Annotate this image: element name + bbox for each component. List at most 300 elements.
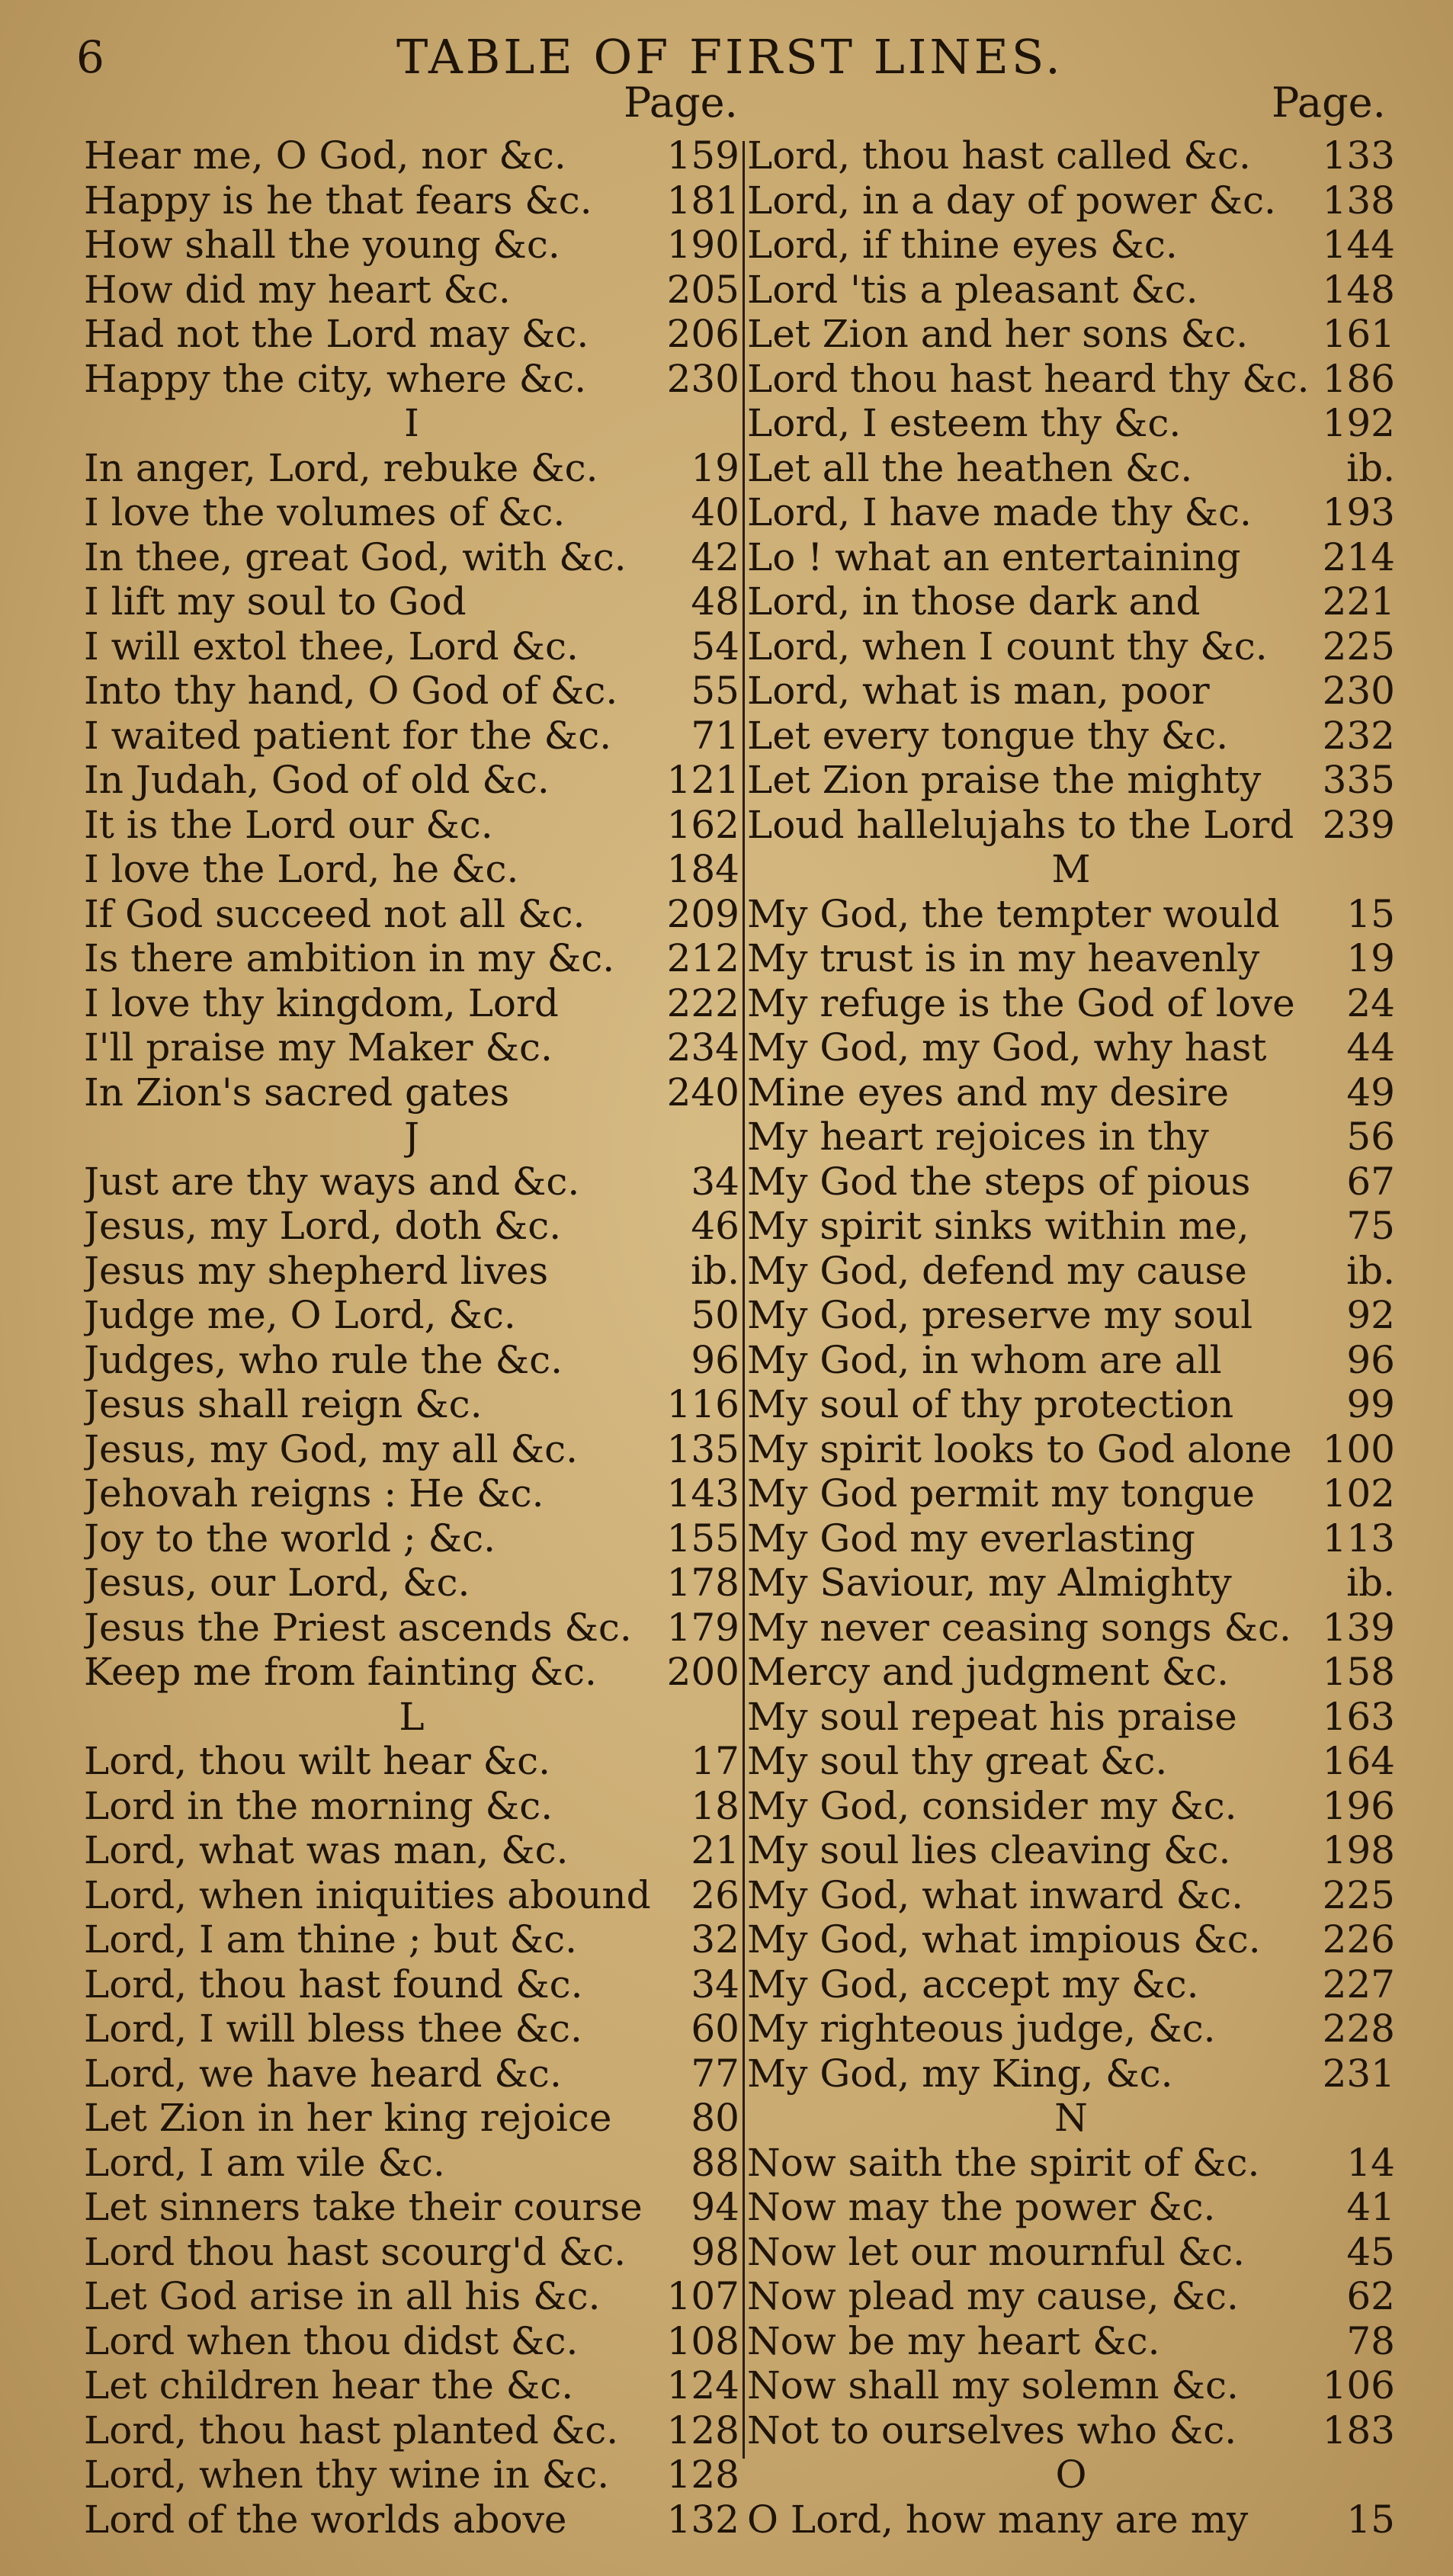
index-entry (747, 2185, 1395, 2230)
page-reference: 34 (691, 1159, 739, 1204)
page-reference: 193 (1322, 490, 1395, 534)
page-reference: 54 (691, 624, 739, 669)
index-entry (84, 223, 739, 268)
section-letter-text: L (399, 1694, 425, 1739)
page-reference: 184 (666, 847, 739, 891)
page-reference: 232 (1322, 713, 1395, 758)
page-reference: 228 (1322, 2007, 1395, 2051)
page-reference: 50 (691, 1293, 739, 1337)
page-reference: ib. (1346, 1248, 1395, 1293)
index-entry (747, 1962, 1395, 2007)
index-entry (747, 579, 1395, 624)
index-entry (84, 490, 739, 535)
index-entry (747, 669, 1395, 714)
page-reference: 26 (691, 1872, 739, 1917)
section-letter-text: J (403, 1115, 420, 1159)
index-entry (747, 1606, 1395, 1651)
index-entry (84, 714, 739, 759)
index-entry (747, 981, 1395, 1026)
index-entry (747, 2274, 1395, 2319)
index-entry (747, 1204, 1395, 1249)
first-line-text: How did my heart &c. (84, 267, 511, 312)
index-entry (84, 178, 739, 223)
first-line-text: Lord thou hast heard thy &c. (747, 356, 1310, 401)
page-reference: 46 (691, 1204, 739, 1248)
page-reference: 19 (1346, 936, 1395, 980)
index-entry (747, 446, 1395, 491)
page-reference: 32 (691, 1917, 739, 1962)
index-entry (747, 223, 1395, 268)
page-reference: 96 (691, 1337, 739, 1382)
section-letter (84, 1695, 739, 1740)
page-reference: 48 (691, 579, 739, 624)
page-reference: 116 (666, 1382, 739, 1426)
first-line-text: Let children hear the &c. (84, 2363, 574, 2408)
page-reference: 139 (1322, 1605, 1395, 1650)
first-line-text: Not to ourselves who &c. (747, 2408, 1237, 2452)
first-line-text: Judges, who rule the &c. (84, 1337, 563, 1382)
first-line-text: Happy is he that fears &c. (84, 178, 592, 223)
page-reference: 45 (1346, 2229, 1395, 2274)
first-line-text: I'll praise my Maker &c. (84, 1025, 553, 1070)
page-reference: 143 (666, 1471, 739, 1516)
first-line-text: How shall the young &c. (84, 223, 560, 267)
first-line-text: My spirit sinks within me, (747, 1204, 1249, 1248)
first-line-text: Lord, thou hast found &c. (84, 1962, 583, 2007)
index-entry (84, 2363, 739, 2408)
index-entry (747, 1427, 1395, 1472)
first-line-text: My God, my King, &c. (747, 2051, 1173, 2096)
page-reference: 77 (691, 2051, 739, 2096)
index-entry (747, 401, 1395, 446)
index-entry (747, 312, 1395, 357)
page-reference: 225 (1322, 624, 1395, 669)
page-reference: 196 (1322, 1783, 1395, 1828)
first-line-text: If God succeed not all &c. (84, 891, 585, 936)
first-line-text: My trust is in my heavenly (747, 936, 1260, 980)
page-reference: 56 (1346, 1115, 1395, 1159)
first-line-text: Lord, thou hast planted &c. (84, 2408, 619, 2452)
page-reference: ib. (691, 1248, 739, 1293)
index-entry (747, 1249, 1395, 1294)
page-reference: 55 (691, 669, 739, 713)
first-line-text: Lo ! what an entertaining (747, 534, 1241, 579)
first-line-text: Lord, when iniquities abound (84, 1872, 651, 1917)
first-line-text: Lord, what was man, &c. (84, 1828, 569, 1872)
first-line-text: Lord 'tis a pleasant &c. (747, 267, 1198, 312)
page-reference: 40 (691, 490, 739, 534)
index-entry (747, 357, 1395, 402)
page-reference: 75 (1346, 1204, 1395, 1248)
page-reference: 335 (1322, 758, 1395, 802)
first-line-text: My righteous judge, &c. (747, 2007, 1216, 2051)
index-entry (747, 1025, 1395, 1070)
first-line-text: Keep me from fainting &c. (84, 1650, 597, 1694)
page-reference: ib. (1346, 445, 1395, 490)
index-entry (84, 624, 739, 669)
page-reference: 128 (666, 2408, 739, 2452)
page-reference: 15 (1346, 891, 1395, 936)
page-reference: 186 (1322, 356, 1395, 401)
first-line-text: Jehovah reigns : He &c. (84, 1471, 544, 1516)
first-line-text: I lift my soul to God (84, 579, 467, 624)
index-entry (84, 936, 739, 981)
page-reference: 209 (666, 891, 739, 936)
page-reference: ib. (1346, 1561, 1395, 1605)
page-reference: 113 (1322, 1516, 1395, 1561)
first-line-text: Had not the Lord may &c. (84, 312, 589, 356)
first-line-text: Lord thou hast scourg'd &c. (84, 2229, 627, 2274)
page-reference: 96 (1346, 1337, 1395, 1382)
first-line-text: Let God arise in all his &c. (84, 2274, 601, 2318)
page-reference: 179 (666, 1605, 739, 1650)
section-letter-text: O (1055, 2452, 1087, 2497)
index-entry (84, 1650, 739, 1695)
index-entry (747, 758, 1395, 803)
index-entry (747, 2007, 1395, 2051)
index-entry (84, 1828, 739, 1873)
right-column-index (747, 133, 1395, 2542)
index-entry (747, 2408, 1395, 2453)
index-entry (84, 1204, 739, 1249)
first-line-text: My God my everlasting (747, 1516, 1195, 1561)
first-line-text: Jesus, my Lord, doth &c. (84, 1204, 562, 1248)
index-entry (747, 2497, 1395, 2542)
page-reference: 221 (1322, 579, 1395, 624)
index-entry (84, 1427, 739, 1472)
page-reference: 231 (1322, 2051, 1395, 2096)
left-column-index (84, 133, 739, 2542)
page-reference: 41 (1346, 2185, 1395, 2229)
index-entry (747, 1471, 1395, 1516)
index-entry (84, 268, 739, 313)
section-letter (747, 847, 1395, 892)
first-line-text: Just are thy ways and &c. (84, 1159, 580, 1204)
first-line-text: Jesus shall reign &c. (84, 1382, 483, 1426)
page-reference: 121 (666, 758, 739, 802)
left-column-page-label: Page. (624, 79, 738, 127)
first-line-text: My soul lies cleaving &c. (747, 1828, 1231, 1872)
first-line-text: O Lord, how many are my (747, 2497, 1249, 2542)
index-entry (84, 669, 739, 714)
index-entry (747, 1828, 1395, 1873)
first-line-text: Lord, when thy wine in &c. (84, 2452, 610, 2497)
section-letter (84, 1115, 739, 1160)
first-line-text: Now shall my solemn &c. (747, 2363, 1239, 2408)
first-line-text: Let Zion and her sons &c. (747, 312, 1249, 356)
first-line-text: My soul of thy protection (747, 1382, 1234, 1426)
first-line-text: My refuge is the God of love (747, 980, 1295, 1025)
page-title: TABLE OF FIRST LINES. (396, 29, 1063, 85)
index-entry (84, 2185, 739, 2230)
index-entry (747, 1382, 1395, 1427)
first-line-text: Jesus the Priest ascends &c. (84, 1605, 632, 1650)
page-reference: 92 (1346, 1293, 1395, 1337)
first-line-text: Jesus, our Lord, &c. (84, 1561, 470, 1605)
page-reference: 18 (691, 1783, 739, 1828)
page-reference: 98 (691, 2229, 739, 2274)
section-letter (84, 401, 739, 446)
page-reference: 107 (666, 2274, 739, 2318)
index-entry (747, 1338, 1395, 1383)
page-reference: 132 (666, 2497, 739, 2542)
first-line-text: I love the volumes of &c. (84, 490, 566, 534)
index-entry (84, 1784, 739, 1829)
index-entry (747, 1070, 1395, 1115)
index-entry (84, 1739, 739, 1784)
page-reference: 108 (666, 2318, 739, 2363)
index-entry (84, 2274, 739, 2319)
index-entry (747, 1293, 1395, 1338)
page-reference: 206 (666, 312, 739, 356)
index-entry (747, 535, 1395, 580)
page-reference: 124 (666, 2363, 739, 2408)
page-reference: 148 (1322, 267, 1395, 312)
index-entry (84, 2497, 739, 2542)
section-letter (747, 2452, 1395, 2497)
first-line-text: Hear me, O God, nor &c. (84, 133, 566, 178)
index-entry (747, 2051, 1395, 2096)
first-line-text: My God, the tempter would (747, 891, 1280, 936)
section-letter (747, 2096, 1395, 2141)
page-reference: 133 (1322, 133, 1395, 178)
first-line-text: Mercy and judgment &c. (747, 1650, 1230, 1694)
first-line-text: Into thy hand, O God of &c. (84, 669, 618, 713)
first-line-text: I love thy kingdom, Lord (84, 980, 559, 1025)
page-reference: 71 (691, 713, 739, 758)
first-line-text: Lord of the worlds above (84, 2497, 567, 2542)
index-entry (84, 535, 739, 580)
page-reference: 234 (666, 1025, 739, 1070)
page-reference: 34 (691, 1962, 739, 2007)
page-reference: 102 (1322, 1471, 1395, 1516)
index-entry (747, 1160, 1395, 1205)
page-reference: 205 (666, 267, 739, 312)
first-line-text: My God, in whom are all (747, 1337, 1222, 1382)
index-entry (747, 1650, 1395, 1695)
page-reference: 161 (1322, 312, 1395, 356)
first-line-text: My soul thy great &c. (747, 1739, 1168, 1783)
first-line-text: My God, what inward &c. (747, 1872, 1243, 1917)
page-reference: 135 (666, 1426, 739, 1471)
first-line-text: Now be my heart &c. (747, 2318, 1160, 2363)
page-reference: 212 (666, 936, 739, 980)
first-line-text: Happy the city, where &c. (84, 356, 587, 401)
page-reference: 99 (1346, 1382, 1395, 1426)
page-reference: 230 (1322, 669, 1395, 713)
index-entry (747, 178, 1395, 223)
first-line-text: Now plead my cause, &c. (747, 2274, 1239, 2318)
index-entry (84, 1160, 739, 1205)
index-entry (747, 2141, 1395, 2186)
page-reference: 230 (666, 356, 739, 401)
page-reference: 62 (1346, 2274, 1395, 2318)
index-entry (84, 981, 739, 1026)
first-line-text: My never ceasing songs &c. (747, 1605, 1291, 1650)
index-entry (747, 624, 1395, 669)
index-entry (747, 1516, 1395, 1561)
first-line-text: My God the steps of pious (747, 1159, 1251, 1204)
first-line-text: My God, defend my cause (747, 1248, 1247, 1293)
page-reference: 162 (666, 802, 739, 847)
page-reference: 200 (666, 1650, 739, 1694)
page-reference: 128 (666, 2452, 739, 2497)
index-entry (84, 312, 739, 357)
page-reference: 14 (1346, 2140, 1395, 2185)
index-entry (747, 133, 1395, 178)
page-reference: 225 (1322, 1872, 1395, 1917)
first-line-text: Judge me, O Lord, &c. (84, 1293, 516, 1337)
first-line-text: My spirit looks to God alone (747, 1426, 1292, 1471)
index-entry (84, 133, 739, 178)
first-line-text: Lord, I esteem thy &c. (747, 401, 1182, 445)
page-reference: 158 (1322, 1650, 1395, 1694)
index-entry (84, 1516, 739, 1561)
first-line-text: Lord, thou wilt hear &c. (84, 1739, 551, 1783)
column-divider (743, 141, 745, 2459)
first-line-text: My Saviour, my Almighty (747, 1561, 1232, 1605)
page-reference: 106 (1322, 2363, 1395, 2408)
index-entry (84, 446, 739, 491)
page-reference: 192 (1322, 401, 1395, 445)
index-entry (747, 892, 1395, 937)
first-line-text: Lord, what is man, poor (747, 669, 1210, 713)
page-reference: 100 (1322, 1426, 1395, 1471)
index-entry (84, 2319, 739, 2364)
first-line-text: My God, what impious &c. (747, 1917, 1261, 1962)
page-reference: 163 (1322, 1694, 1395, 1739)
index-entry (84, 579, 739, 624)
first-line-text: Now saith the spirit of &c. (747, 2140, 1260, 2185)
page-reference: 222 (666, 980, 739, 1025)
first-line-text: Mine eyes and my desire (747, 1070, 1230, 1115)
first-line-text: I will extol thee, Lord &c. (84, 624, 579, 669)
index-entry (84, 2051, 739, 2096)
index-entry (84, 1025, 739, 1070)
page-reference: 67 (1346, 1159, 1395, 1204)
index-entry (84, 1070, 739, 1115)
index-entry (747, 803, 1395, 848)
index-entry (747, 714, 1395, 759)
first-line-text: Let sinners take their course (84, 2185, 643, 2229)
index-entry (84, 1293, 739, 1338)
page-number: 6 (76, 31, 104, 83)
page-reference: 88 (691, 2140, 739, 2185)
index-entry (747, 1115, 1395, 1160)
index-entry (747, 2363, 1395, 2408)
first-line-text: In thee, great God, with &c. (84, 534, 627, 579)
index-entry (84, 1338, 739, 1383)
index-entry (747, 1739, 1395, 1784)
index-entry (84, 1249, 739, 1294)
section-letter-text: M (1051, 847, 1091, 891)
first-line-text: My God, my God, why hast (747, 1025, 1267, 1070)
first-line-text: Joy to the world ; &c. (84, 1516, 496, 1561)
first-line-text: Now may the power &c. (747, 2185, 1216, 2229)
first-line-text: Jesus my shepherd lives (84, 1248, 549, 1293)
first-line-text: Is there ambition in my &c. (84, 936, 615, 980)
first-line-text: Lord in the morning &c. (84, 1783, 553, 1828)
index-entry (84, 892, 739, 937)
first-line-text: Lord, I will bless thee &c. (84, 2007, 582, 2051)
page-reference: 164 (1322, 1739, 1395, 1783)
index-entry (84, 1917, 739, 1962)
first-line-text: In anger, Lord, rebuke &c. (84, 445, 598, 490)
page-reference: 240 (666, 1070, 739, 1115)
page-reference: 15 (1346, 2497, 1395, 2542)
page-reference: 239 (1322, 802, 1395, 847)
page-reference: 49 (1346, 1070, 1395, 1115)
index-entry (747, 1561, 1395, 1606)
first-line-text: Lord, if thine eyes &c. (747, 223, 1178, 267)
index-entry (747, 1784, 1395, 1829)
index-entry (84, 847, 739, 892)
section-letter-text: I (404, 401, 419, 445)
index-entry (84, 2096, 739, 2141)
index-entry (84, 2408, 739, 2453)
page-reference: 155 (666, 1516, 739, 1561)
index-entry (747, 2230, 1395, 2275)
page-reference: 138 (1322, 178, 1395, 223)
index-entry (747, 936, 1395, 981)
first-line-text: Lord, I have made thy &c. (747, 490, 1252, 534)
page-reference: 144 (1322, 223, 1395, 267)
first-line-text: My heart rejoices in thy (747, 1115, 1209, 1159)
index-entry (84, 357, 739, 402)
page-reference: 214 (1322, 534, 1395, 579)
page-reference: 159 (666, 133, 739, 178)
first-line-text: Lord, I am thine ; but &c. (84, 1917, 578, 1962)
first-line-text: In Zion's sacred gates (84, 1070, 510, 1115)
page-reference: 190 (666, 223, 739, 267)
index-entry (84, 1962, 739, 2007)
page-reference: 94 (691, 2185, 739, 2229)
index-entry (84, 803, 739, 848)
first-line-text: Let every tongue thy &c. (747, 713, 1229, 758)
index-entry (747, 1873, 1395, 1918)
page-reference: 227 (1322, 1962, 1395, 2007)
first-line-text: My God, preserve my soul (747, 1293, 1253, 1337)
index-entry (747, 268, 1395, 313)
right-column-page-label: Page. (1272, 79, 1386, 127)
page-reference: 60 (691, 2007, 739, 2051)
index-entry (84, 2230, 739, 2275)
page-reference: 42 (691, 534, 739, 579)
first-line-text: Let all the heathen &c. (747, 445, 1193, 490)
index-entry (84, 1382, 739, 1427)
first-line-text: My soul repeat his praise (747, 1694, 1237, 1739)
first-line-text: Lord, thou hast called &c. (747, 133, 1251, 178)
first-line-text: Now let our mournful &c. (747, 2229, 1246, 2274)
index-entry (747, 2319, 1395, 2364)
first-line-text: My God, accept my &c. (747, 1962, 1199, 2007)
first-line-text: My God permit my tongue (747, 1471, 1255, 1516)
index-entry (84, 1873, 739, 1918)
section-letter-text: N (1054, 2096, 1088, 2140)
first-line-text: Jesus, my God, my all &c. (84, 1426, 578, 1471)
first-line-text: Lord, in a day of power &c. (747, 178, 1276, 223)
first-line-text: Lord when thou didst &c. (84, 2318, 579, 2363)
first-line-text: Loud hallelujahs to the Lord (747, 802, 1294, 847)
page-reference: 21 (691, 1828, 739, 1872)
first-line-text: Let Zion praise the mighty (747, 758, 1262, 802)
page-reference: 44 (1346, 1025, 1395, 1070)
page-reference: 19 (691, 445, 739, 490)
first-line-text: Lord, when I count thy &c. (747, 624, 1268, 669)
first-line-text: I waited patient for the &c. (84, 713, 612, 758)
first-line-text: Lord, we have heard &c. (84, 2051, 562, 2096)
page-reference: 24 (1346, 980, 1395, 1025)
